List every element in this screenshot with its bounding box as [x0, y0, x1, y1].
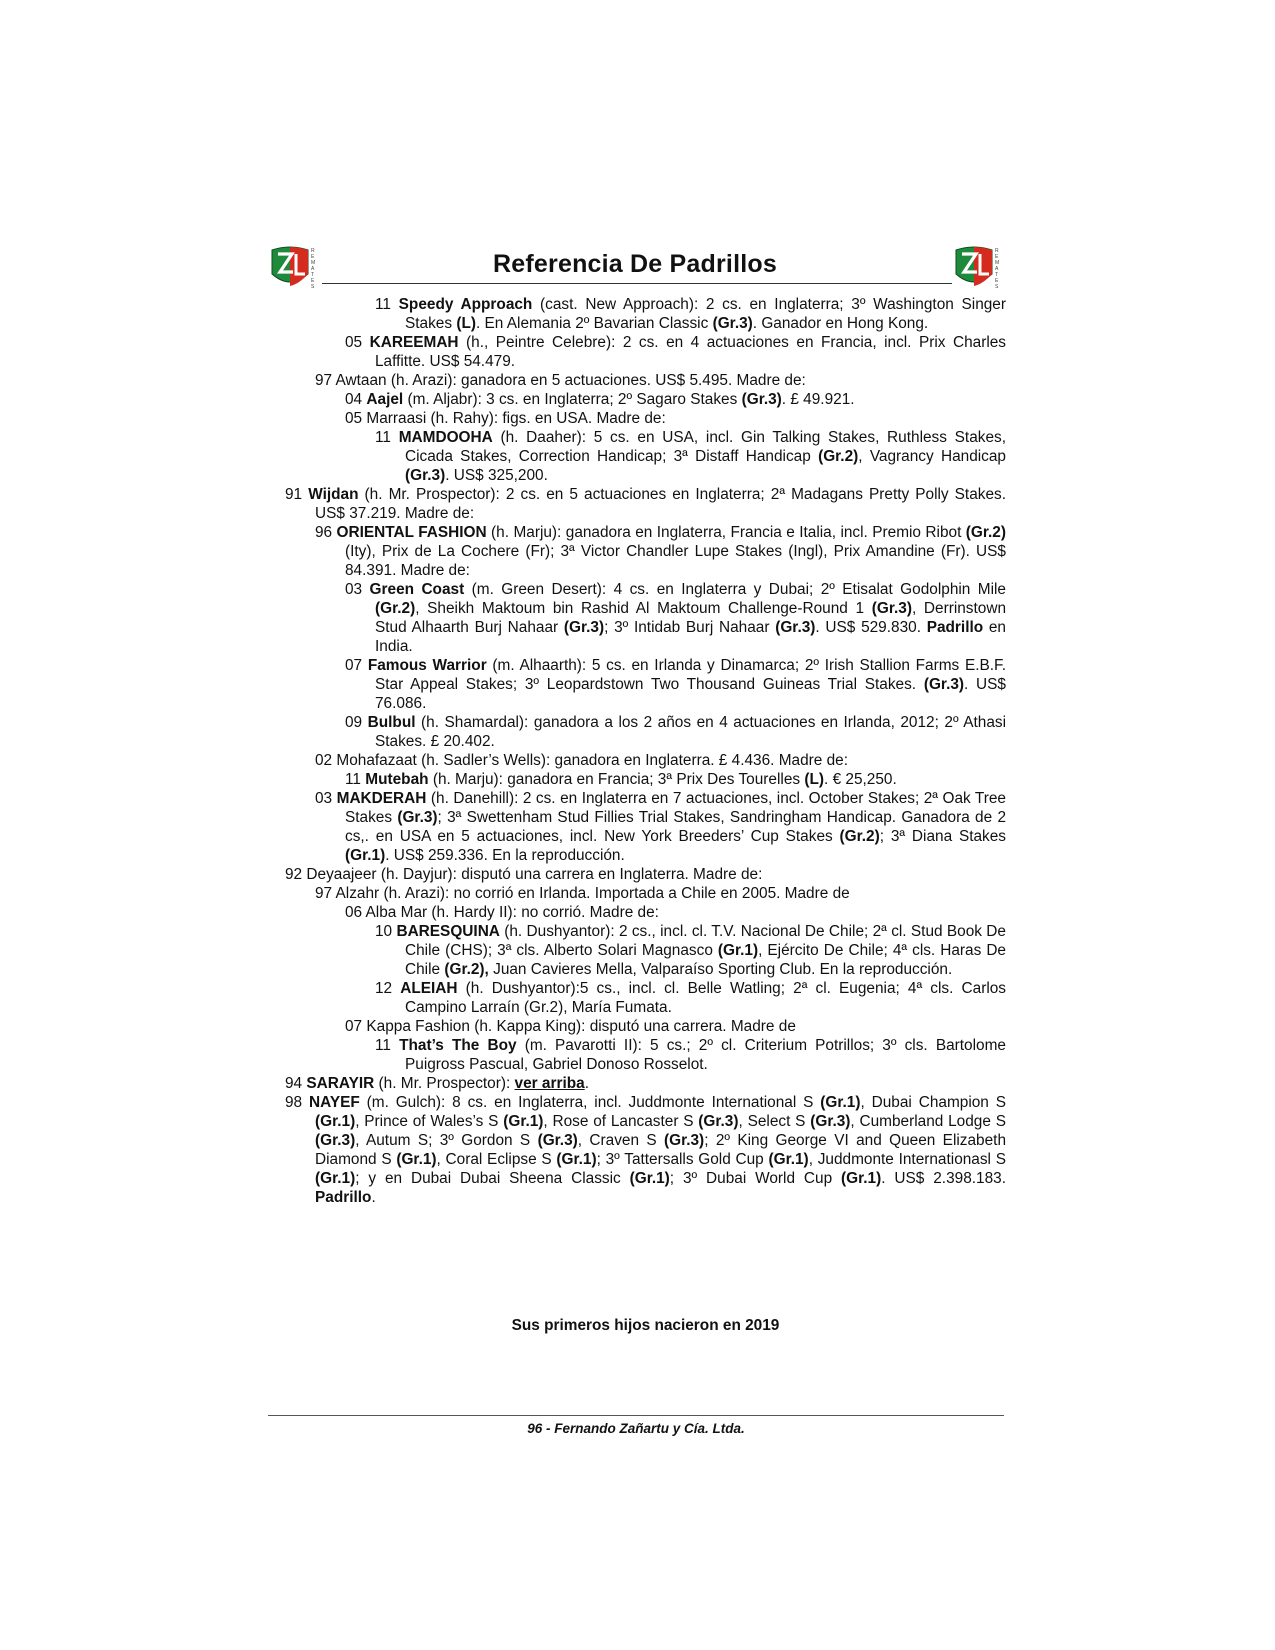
pedigree-entry: [285, 865, 1006, 884]
entry-text: , Cumberland Lodge S: [850, 1113, 1006, 1130]
entry-text: (h. Marju): ganadora en Francia; 3ª Prix Des Tourelles: [428, 771, 805, 788]
entry-text: 03: [315, 790, 337, 807]
entry-bold-text: (Gr.3): [663, 1132, 705, 1149]
entry-bold-text: (Gr.1): [768, 1151, 809, 1168]
svg-text:R: R: [311, 248, 315, 254]
entry-bold-text: (Gr.2),: [444, 961, 489, 978]
entry-text: 04: [345, 391, 367, 408]
entry-bold-text: Green Coast: [369, 581, 465, 598]
entry-text: , Select S: [738, 1113, 811, 1130]
entry-text: (h. Marju): ganadora en Inglaterra, Francia e Italia, incl. Premio Ribot: [486, 524, 966, 541]
entry-text: , Prince of Wales’s S: [355, 1113, 504, 1130]
entry-text: en India.: [375, 619, 1006, 655]
entry-bold-text: (Gr.3): [741, 391, 782, 408]
entry-text: 97 Alzahr (h. Arazi): no corrió en Irlanda. Importada a Chile en 2005. Madre de: [315, 885, 850, 902]
entry-bold-text: ALEIAH: [400, 980, 458, 997]
entry-bold-text: Aajel: [366, 391, 404, 408]
entry-text: (m. Alhaarth): 5 cs. en Irlanda y Dinamarca; 2º Irish Stallion Farms E.B.F. Star Appeal Stakes; 3º Leopardstown Two Thousand Guineas Trial Stakes.: [375, 657, 1006, 693]
entry-bold-text: (Gr.1): [315, 1170, 356, 1187]
svg-text:T: T: [311, 272, 315, 278]
pedigree-entry: [285, 1074, 1006, 1093]
entry-text: . Ganador en Hong Kong.: [752, 315, 929, 332]
entry-bold-text: NAYEF: [309, 1094, 360, 1111]
entry-bold-text: KAREEMAH: [369, 334, 459, 351]
svg-text:M: M: [995, 260, 1000, 266]
svg-text:E: E: [995, 278, 999, 284]
svg-text:S: S: [311, 284, 315, 290]
entry-bold-text: (Gr.3): [923, 676, 965, 693]
entry-bold-text: (Gr.3): [810, 1113, 851, 1130]
footer-divider: [268, 1415, 1004, 1416]
entry-bold-text: (Gr.1): [396, 1151, 437, 1168]
entry-bold-text: ORIENTAL FASHION: [336, 524, 487, 541]
entry-bold-text: (Gr.2): [839, 828, 880, 845]
page-title: Referencia De Padrillos: [493, 250, 777, 278]
pedigree-entry: [285, 580, 1006, 656]
entry-text: (h. Danehill): 2 cs. en Inglaterra en 7 actuaciones, incl. October Stakes; 2ª Oak Tree Stakes: [345, 790, 1006, 826]
pedigree-entry: [285, 390, 1006, 409]
entry-text: (cast. New Approach): 2 cs. en Inglaterra; 3º Washington Singer Stakes: [405, 296, 1006, 332]
entry-bold-text: (L): [804, 771, 825, 788]
pedigree-entry: [285, 751, 1006, 770]
entry-text: 11: [345, 771, 366, 788]
entry-text: (h. Dushyantor):5 cs., incl. cl. Belle Watling; 2ª cl. Eugenia; 4ª cls. Carlos Campino Larraín (Gr.2), María Fumata.: [405, 980, 1006, 1016]
entry-bold-text: (Gr.3): [563, 619, 605, 636]
entry-text: (h. Shamardal): ganadora a los 2 años en 4 actuaciones en Irlanda, 2012; 2º Athasi Stakes. £ 20.402.: [375, 714, 1007, 750]
entry-text: ; 3º Intidab Burj Nahaar: [604, 619, 776, 636]
entry-text: , Derrinstown Stud Alhaarth Burj Nahaar: [375, 600, 1007, 636]
entry-text: (m. Aljabr): 3 cs. en Inglaterra; 2º Sagaro Stakes: [403, 391, 742, 408]
pedigree-entry: [285, 523, 1006, 580]
svg-text:E: E: [311, 254, 315, 260]
entry-text: 02 Mohafazaat (h. Sadler’s Wells): ganadora en Inglaterra. £ 4.436. Madre de:: [315, 752, 849, 769]
entry-bold-text: (Gr.1): [820, 1094, 861, 1111]
svg-text:E: E: [311, 278, 315, 284]
entry-bold-text: MAKDERAH: [336, 790, 427, 807]
entry-text: (h. Mr. Prospector):: [374, 1075, 515, 1092]
entry-text: 12: [375, 980, 401, 997]
entry-text: 94: [285, 1075, 307, 1092]
entry-text: . € 25,250.: [824, 771, 897, 788]
zl-logo-icon: [268, 244, 320, 290]
entry-text: . US$ 2.398.183.: [881, 1170, 1006, 1187]
entry-bold-text: That’s The Boy: [399, 1037, 517, 1054]
entry-text: ; 3ª Diana Stakes: [879, 828, 1006, 845]
pedigree-entry: [285, 485, 1006, 523]
entry-bold-text: (Gr.3): [698, 1113, 739, 1130]
entry-text: , Juddmonte Internationasl S: [808, 1151, 1006, 1168]
entry-text: , Craven S: [577, 1132, 664, 1149]
entry-bold-text: (Gr.1): [345, 847, 386, 864]
zl-logo-icon: [952, 244, 1004, 290]
entry-text: 11: [375, 1037, 400, 1054]
entry-text: 97 Awtaan (h. Arazi): ganadora en 5 actuaciones. US$ 5.495. Madre de:: [315, 372, 806, 389]
entry-text: , Coral Eclipse S: [436, 1151, 557, 1168]
entry-text: 91: [285, 486, 309, 503]
pedigree-entry: [285, 903, 1006, 922]
entry-text: 10: [375, 923, 397, 940]
pedigree-entry: [285, 713, 1006, 751]
entry-text: ; 2º King George VI and Queen Elizabeth Diamond S: [315, 1132, 1006, 1168]
pedigree-entry: [285, 1036, 1006, 1074]
zl-remates-logo-right: [952, 244, 1004, 290]
entry-text: . US$ 259.336. En la reproducción.: [385, 847, 625, 864]
entry-bold-text: (Gr.1): [556, 1151, 597, 1168]
pedigree-entry: [285, 884, 1006, 903]
entry-text: 98: [285, 1094, 309, 1111]
header-divider: [322, 283, 952, 284]
entry-text: 03: [345, 581, 370, 598]
svg-text:E: E: [995, 254, 999, 260]
entry-bold-text: (Gr.3): [712, 315, 753, 332]
entry-text: . US$ 325,200.: [445, 467, 548, 484]
entry-text: . US$ 529.830.: [815, 619, 927, 636]
entry-bold-text: Padrillo: [926, 619, 984, 636]
entry-text: , Dubai Champion S: [860, 1094, 1006, 1111]
entry-text: 09: [345, 714, 368, 731]
entry-bold-text: ver arriba: [514, 1075, 585, 1092]
entry-bold-text: MAMDOOHA: [398, 429, 493, 446]
entry-text: 11: [375, 429, 399, 446]
entry-bold-text: (Gr.2): [965, 524, 1006, 541]
entry-bold-text: Padrillo: [315, 1189, 372, 1206]
entry-text: ; 3º Tattersalls Gold Cup: [596, 1151, 769, 1168]
entry-text: ; 3ª Swettenham Stud Fillies Trial Stakes, Sandringham Handicap. Ganadora de 2 cs,. en USA en 5 actuaciones, incl. New York Breeders’ Cup Stakes: [345, 809, 1006, 845]
entry-text: 92 Deyaajeer (h. Dayjur): disputó una carrera en Inglaterra. Madre de:: [285, 866, 763, 883]
entry-text: (h. Mr. Prospector): 2 cs. en 5 actuaciones en Inglaterra; 2ª Madagans Pretty Polly Stakes. US$ 37.219. Madre de:: [315, 486, 1006, 522]
entry-bold-text: (Gr.3): [315, 1132, 356, 1149]
entry-bold-text: (Gr.1): [315, 1113, 356, 1130]
entry-text: (m. Gulch): 8 cs. en Inglaterra, incl. Juddmonte International S: [359, 1094, 821, 1111]
entry-text: . En Alemania 2º Bavarian Classic: [475, 315, 713, 332]
entry-text: (h. Daaher): 5 cs. en USA, incl. Gin Talking Stakes, Ruthless Stakes, Cicada Stakes, Correction Handicap; 3ª Distaff Handicap: [405, 429, 1006, 465]
pedigree-entry: [285, 922, 1006, 979]
pedigree-entry: [285, 979, 1006, 1017]
entry-text: . £ 49.921.: [781, 391, 855, 408]
entry-bold-text: Mutebah: [365, 771, 429, 788]
pedigree-entries: [285, 295, 1006, 1207]
entry-bold-text: Wijdan: [308, 486, 359, 503]
pedigree-entry: [285, 789, 1006, 865]
entry-text: (h. Dushyantor): 2 cs., incl. cl. T.V. Nacional De Chile; 2ª cl. Stud Book De Chile (CHS); 3ª cls. Alberto Solari Magnasco: [405, 923, 1006, 959]
entry-text: (Ity), Prix de La Cochere (Fr); 3ª Victor Chandler Lupe Stakes (Ingl), Prix Amandine (Fr). US$ 84.391. Madre de:: [345, 543, 1006, 579]
entry-bold-text: (Gr.3): [537, 1132, 578, 1149]
pedigree-entry: [285, 1093, 1006, 1207]
svg-text:M: M: [311, 260, 316, 266]
page-footer: 96 - Fernando Zañartu y Cía. Ltda.: [527, 1421, 745, 1436]
svg-text:A: A: [995, 266, 999, 272]
svg-text:T: T: [995, 272, 999, 278]
entry-text: . US$ 76.086.: [375, 676, 1006, 712]
entry-bold-text: Bulbul: [367, 714, 416, 731]
svg-text:A: A: [311, 266, 315, 272]
pedigree-entry: [285, 656, 1006, 713]
entry-text: 05: [345, 334, 370, 351]
entry-bold-text: (Gr.2): [818, 448, 859, 465]
pedigree-entry: [285, 333, 1006, 371]
entry-text: , Rose of Lancaster S: [543, 1113, 699, 1130]
entry-text: 96: [315, 524, 337, 541]
entry-bold-text: (Gr.1): [503, 1113, 544, 1130]
entry-bold-text: (Gr.1): [629, 1170, 670, 1187]
entry-text: 07 Kappa Fashion (h. Kappa King): disputó una carrera. Madre de: [345, 1018, 796, 1035]
svg-text:R: R: [995, 248, 999, 254]
pedigree-entry: [285, 295, 1006, 333]
entry-bold-text: (Gr.3): [775, 619, 816, 636]
entry-text: .: [371, 1189, 376, 1206]
entry-text: (m. Pavarotti II): 5 cs.; 2º cl. Criterium Potrillos; 3º cls. Bartolome Puigross Pascual, Gabriel Donoso Rosselot.: [405, 1037, 1006, 1073]
entry-bold-text: SARAYIR: [306, 1075, 375, 1092]
zl-remates-logo-left: [268, 244, 320, 290]
entry-bold-text: (Gr.3): [397, 809, 438, 826]
entry-text: (h., Peintre Celebre): 2 cs. en 4 actuaciones en Francia, incl. Prix Charles Laffitte. US$ 54.479.: [375, 334, 1006, 370]
entry-text: ; y en Dubai Dubai Sheena Classic: [355, 1170, 630, 1187]
entry-text: , Autum S; 3º Gordon S: [355, 1132, 538, 1149]
entry-text: , Ejército De Chile; 4ª cls. Haras De Chile: [405, 942, 1006, 978]
entry-bold-text: (Gr.1): [717, 942, 759, 959]
entry-text: 11: [375, 296, 399, 313]
entry-bold-text: BARESQUINA: [396, 923, 500, 940]
pedigree-entry: [285, 428, 1006, 485]
entry-bold-text: (L): [456, 315, 476, 332]
entry-text: , Sheikh Maktoum bin Rashid Al Maktoum Challenge-Round 1: [415, 600, 872, 617]
entry-text: 05 Marraasi (h. Rahy): figs. en USA. Madre de:: [345, 410, 666, 427]
entry-bold-text: Speedy Approach: [398, 296, 533, 313]
svg-text:S: S: [995, 284, 999, 290]
footnote: Sus primeros hijos nacieron en 2019: [511, 1317, 780, 1334]
entry-text: ; 3º Dubai World Cup: [669, 1170, 842, 1187]
entry-text: .: [584, 1075, 589, 1092]
entry-bold-text: (Gr.2): [375, 600, 416, 617]
pedigree-entry: [285, 371, 1006, 390]
entry-bold-text: (Gr.1): [841, 1170, 882, 1187]
pedigree-entry: [285, 1017, 1006, 1036]
entry-bold-text: Famous Warrior: [367, 657, 487, 674]
entry-text: (m. Green Desert): 4 cs. en Inglaterra y Dubai; 2º Etisalat Godolphin Mile: [464, 581, 1006, 598]
entry-text: , Vagrancy Handicap: [858, 448, 1006, 465]
pedigree-entry: [285, 770, 1006, 789]
entry-text: 07: [345, 657, 368, 674]
entry-bold-text: (Gr.3): [871, 600, 912, 617]
entry-bold-text: (Gr.3): [405, 467, 446, 484]
entry-text: 06 Alba Mar (h. Hardy II): no corrió. Madre de:: [345, 904, 659, 921]
pedigree-entry: [285, 409, 1006, 428]
entry-text: Juan Cavieres Mella, Valparaíso Sporting Club. En la reproducción.: [488, 961, 953, 978]
